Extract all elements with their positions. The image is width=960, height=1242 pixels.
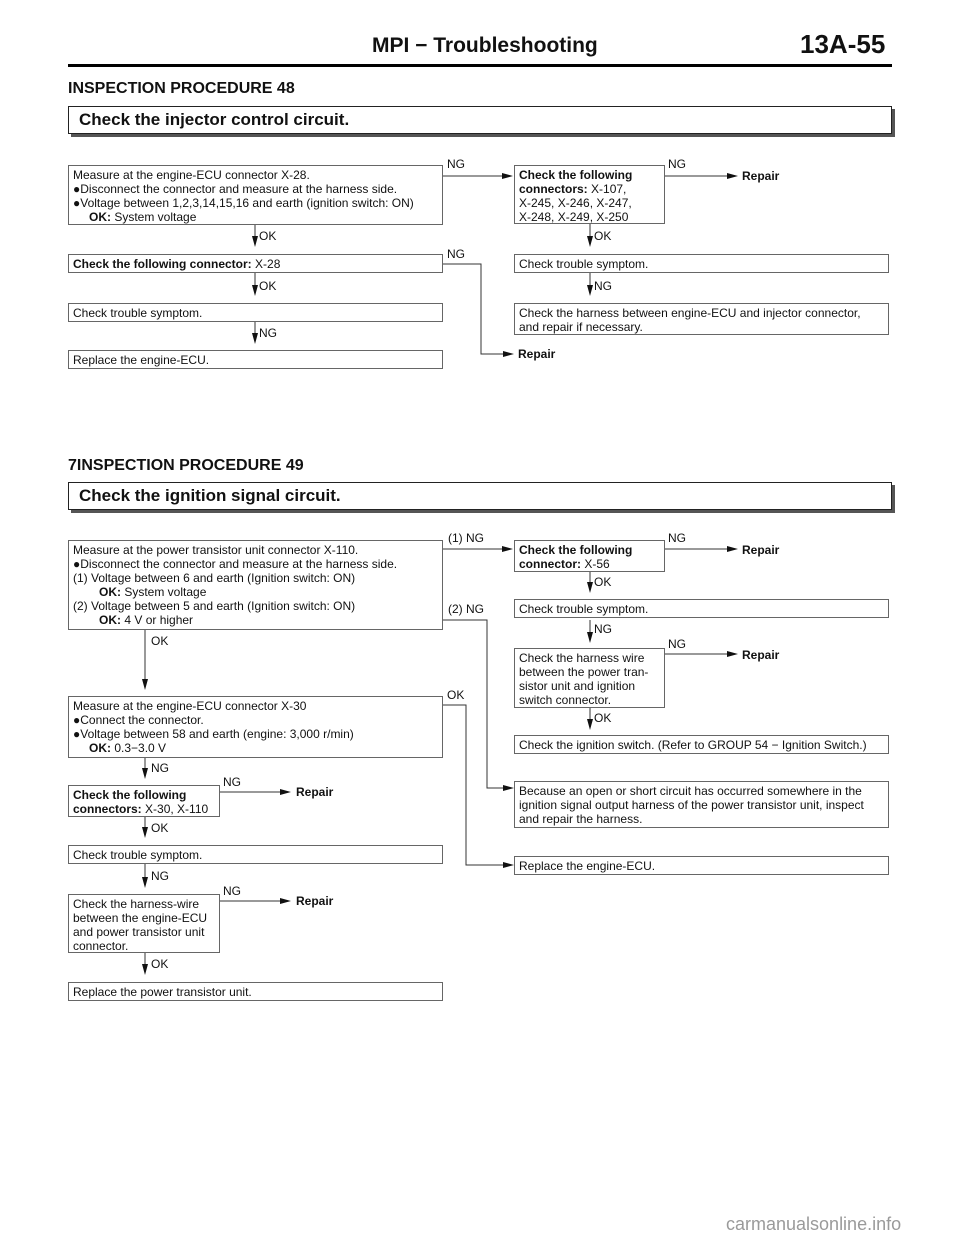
step-text: and repair if necessary. bbox=[519, 320, 643, 334]
box-label: Check the following connector: bbox=[73, 257, 252, 271]
procedure-49-title: 7INSPECTION PROCEDURE 49 bbox=[68, 457, 304, 474]
ok-label: OK: bbox=[99, 613, 121, 627]
step-text: between the power tran- bbox=[519, 665, 649, 679]
repair-label: Repair bbox=[296, 894, 334, 908]
box-value: X-107, bbox=[591, 182, 627, 196]
measure-power-transistor-box bbox=[68, 540, 443, 630]
step-text: Check the harness-wire bbox=[73, 897, 200, 911]
ng-label: NG bbox=[447, 247, 465, 261]
ok-value: 0.3−3.0 V bbox=[114, 741, 167, 755]
box-label: Check the following connectors: bbox=[519, 168, 633, 196]
step-text: connector. bbox=[73, 939, 129, 953]
ok-label: OK bbox=[447, 688, 465, 702]
step-text: Measure at the engine-ECU connector X-28. bbox=[73, 168, 310, 182]
ng-label: NG bbox=[668, 637, 686, 651]
measure-ecu-x30-box bbox=[68, 696, 443, 758]
ng-label: NG bbox=[151, 869, 169, 883]
procedure-49-banner: Check the ignition signal circuit. bbox=[68, 482, 892, 510]
ng-2-label: (2) NG bbox=[448, 602, 484, 616]
replace-engine-ecu-box: Replace the engine-ECU. bbox=[68, 350, 443, 369]
step-text: switch connector. bbox=[519, 693, 612, 707]
watermark: carmanualsonline.info bbox=[726, 1214, 902, 1234]
step-text: ●Disconnect the connector and measure at the harness side. bbox=[73, 182, 398, 196]
box-value: X-56 bbox=[584, 557, 610, 571]
check-connectors-x30-box bbox=[68, 785, 220, 817]
step-text: (2) Voltage between 5 and earth (Ignition switch: ON) bbox=[73, 599, 356, 613]
box-value: X-248, X-249, X-250 bbox=[519, 210, 629, 224]
ok-label: OK bbox=[151, 821, 169, 835]
procedure-48-title: INSPECTION PROCEDURE 48 bbox=[68, 80, 295, 97]
ok-label: OK: bbox=[89, 741, 111, 755]
step-text: sistor unit and ignition bbox=[519, 679, 636, 693]
ng-label: NG bbox=[594, 622, 612, 636]
ok-value: System voltage bbox=[114, 210, 197, 224]
procedure-48-banner: Check the injector control circuit. bbox=[68, 106, 892, 134]
step-text: ●Voltage between 58 and earth (engine: 3,000 r/min) bbox=[73, 727, 354, 741]
step-text: Measure at the power transistor unit connector X-110. bbox=[73, 543, 359, 557]
repair-label: Repair bbox=[518, 347, 556, 361]
replace-engine-ecu-box: Replace the engine-ECU. bbox=[514, 856, 889, 875]
box-value: X-28 bbox=[255, 257, 281, 271]
ok-label: OK: bbox=[89, 210, 111, 224]
ok-label: OK bbox=[259, 229, 277, 243]
ng-label: NG bbox=[594, 279, 612, 293]
page-number: 13A-55 bbox=[800, 29, 886, 59]
ng-label: NG bbox=[223, 884, 241, 898]
replace-power-transistor-box: Replace the power transistor unit. bbox=[68, 982, 443, 1001]
step-text: ●Voltage between 1,2,3,14,15,16 and earth (ignition switch: ON) bbox=[73, 196, 414, 210]
check-ignition-switch-box: Check the ignition switch. (Refer to GROUP 54 − Ignition Switch.) bbox=[514, 735, 889, 754]
repair-label: Repair bbox=[296, 785, 334, 799]
box-label: Check the following connectors: bbox=[73, 788, 187, 816]
check-connectors-x107-box bbox=[514, 165, 665, 224]
step-text: ignition signal output harness of the power transistor unit, inspect bbox=[519, 798, 864, 812]
step-text: (1) Voltage between 6 and earth (Ignition switch: ON) bbox=[73, 571, 356, 585]
ok-label: OK bbox=[151, 957, 169, 971]
repair-label: Repair bbox=[742, 543, 780, 557]
ok-label: OK: bbox=[99, 585, 121, 599]
check-harness-wire-ecu-box bbox=[68, 894, 220, 953]
step-text: and power transistor unit bbox=[73, 925, 205, 939]
ok-label: OK bbox=[594, 711, 612, 725]
ng-label: NG bbox=[223, 775, 241, 789]
open-short-circuit-box bbox=[514, 781, 889, 828]
ng-1-label: (1) NG bbox=[448, 531, 484, 545]
ok-label: OK bbox=[151, 634, 169, 648]
repair-label: Repair bbox=[742, 648, 780, 662]
check-connector-x56-box bbox=[514, 540, 665, 572]
ok-label: OK bbox=[259, 279, 277, 293]
measure-ecu-x28-box bbox=[68, 165, 443, 225]
check-harness-injector-box bbox=[514, 303, 889, 335]
ng-label: NG bbox=[668, 531, 686, 545]
check-trouble-symptom-box: Check trouble symptom. bbox=[514, 599, 889, 618]
repair-label: Repair bbox=[742, 169, 780, 183]
box-value: X-30, X-110 bbox=[145, 802, 209, 816]
step-text: Because an open or short circuit has occurred somewhere in the bbox=[519, 784, 862, 798]
page-header-title: MPI − Troubleshooting bbox=[372, 34, 598, 57]
ok-value: System voltage bbox=[124, 585, 207, 599]
ng-label: NG bbox=[151, 761, 169, 775]
box-value: X-245, X-246, X-247, bbox=[519, 196, 632, 210]
check-trouble-symptom-box: Check trouble symptom. bbox=[514, 254, 889, 273]
step-text: Check the harness between engine-ECU and injector connector, bbox=[519, 306, 861, 320]
check-trouble-symptom-box: Check trouble symptom. bbox=[68, 845, 443, 864]
step-text: and repair the harness. bbox=[519, 812, 643, 826]
ok-value: 4 V or higher bbox=[124, 613, 194, 627]
step-text: between the engine-ECU bbox=[73, 911, 208, 925]
check-harness-wire-ignition-box bbox=[514, 648, 665, 708]
ok-label: OK bbox=[594, 575, 612, 589]
ng-label: NG bbox=[668, 157, 686, 171]
check-connector-x28-box bbox=[68, 254, 443, 273]
check-trouble-symptom-box: Check trouble symptom. bbox=[68, 303, 443, 322]
step-text: ●Connect the connector. bbox=[73, 713, 204, 727]
box-label: Check the following connector: bbox=[519, 543, 633, 571]
step-text: Check the harness wire bbox=[519, 651, 645, 665]
ng-label: NG bbox=[447, 157, 465, 171]
step-text: ●Disconnect the connector and measure at the harness side. bbox=[73, 557, 398, 571]
ok-label: OK bbox=[594, 229, 612, 243]
step-text: Measure at the engine-ECU connector X-30 bbox=[73, 699, 307, 713]
ng-label: NG bbox=[259, 326, 277, 340]
